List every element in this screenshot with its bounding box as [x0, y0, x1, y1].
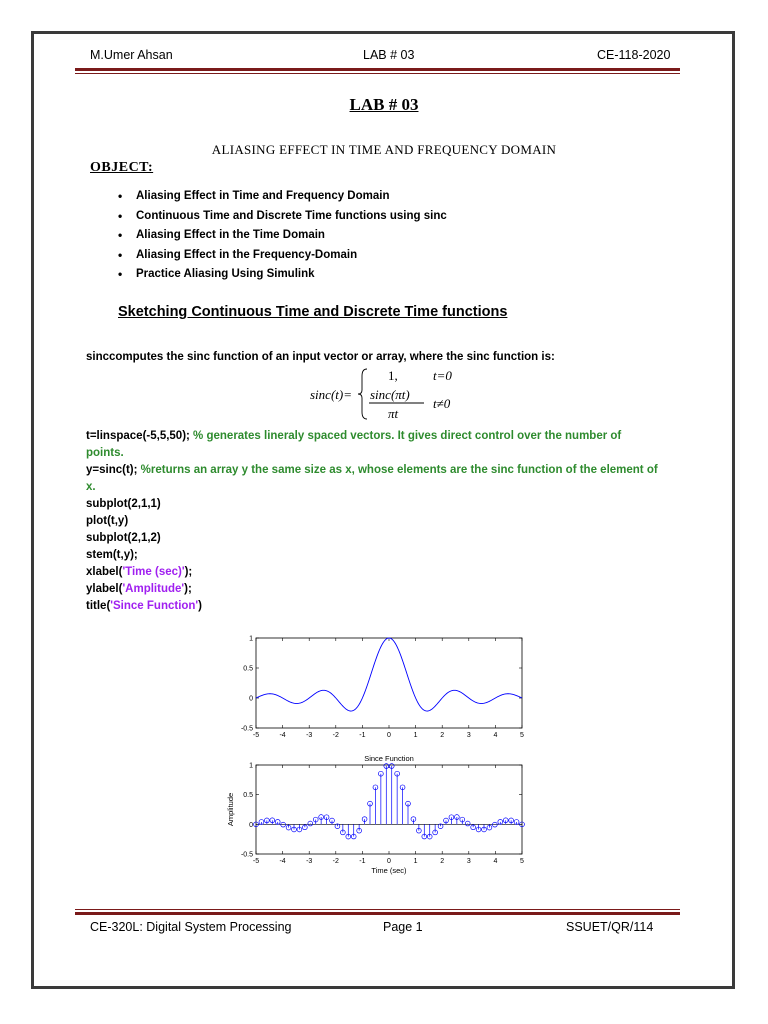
x-tick-label: 4 [493, 732, 498, 739]
code-line [86, 564, 686, 581]
code-string: 'Time (sec)' [122, 566, 185, 578]
code-comment: x. [86, 481, 96, 493]
header-rule-thin [75, 73, 680, 74]
list-item: • Practice Aliasing Using Simulink [118, 268, 447, 288]
x-tick-label: -5 [252, 858, 260, 865]
code-line [86, 462, 686, 479]
y-tick-label: 0.5 [243, 792, 253, 800]
object-heading: OBJECT: [90, 160, 154, 175]
formula-case2-num: sinc(πt) [370, 387, 410, 402]
x-tick-label: -2 [332, 858, 339, 865]
code-comment: % generates lineraly spaced vectors. It gives direct control over the number of [189, 430, 622, 442]
code-text: y=sinc(t); [86, 464, 138, 476]
x-tick-label: -3 [306, 732, 313, 739]
code-block [86, 428, 686, 615]
code-comment: %returns an array y the same size as x, whose elements are the sinc function of the element of [137, 464, 658, 476]
list-item: • Aliasing Effect in Time and Frequency Domain [118, 190, 447, 210]
code-text: title( [86, 600, 111, 612]
x-tick-label: -1 [359, 858, 366, 865]
list-item: • Aliasing Effect in the Time Domain [118, 229, 447, 249]
code-string: 'Since Function' [110, 600, 199, 612]
x-tick-label: 3 [466, 858, 471, 865]
code-text: ylabel( [86, 583, 123, 595]
footer-course: CE-320L: Digital System Processing [90, 920, 292, 934]
x-tick-label: -3 [306, 858, 313, 865]
x-tick-label: 2 [440, 858, 445, 865]
code-text: ) [198, 600, 203, 612]
code-line: subplot(2,1,2) [86, 532, 161, 544]
x-tick-label: 5 [520, 858, 524, 865]
header-author: M.Umer Ahsan [90, 48, 173, 62]
x-tick-label: -2 [332, 732, 339, 739]
footer-page: Page 1 [383, 920, 423, 934]
y-tick-label: 0.5 [243, 665, 253, 673]
plot-title: Since Function [364, 754, 414, 763]
code-text: xlabel( [86, 566, 123, 578]
x-tick-label: -4 [279, 732, 286, 739]
y-tick-label: 0 [249, 695, 253, 703]
x-tick-label: 0 [387, 732, 391, 739]
footer-doc-code: SSUET/QR/114 [566, 920, 654, 934]
y-axis-label: Amplitude [226, 792, 235, 827]
formula-case2-cond: t≠0 [433, 396, 451, 411]
x-tick-label: 2 [440, 732, 445, 739]
x-tick-label: -1 [359, 732, 366, 739]
code-comment: points. [86, 447, 124, 459]
code-text: t=linspace(-5,5,50); [86, 430, 190, 442]
sinc-figure [225, 630, 535, 880]
y-tick-label: 1 [249, 762, 253, 770]
footer-rule-thin [75, 909, 680, 910]
plot-axes-box [256, 638, 522, 728]
code-line [86, 598, 686, 615]
x-tick-label: 5 [520, 732, 524, 739]
y-tick-label: -0.5 [240, 851, 253, 859]
x-tick-label: 3 [466, 732, 471, 739]
x-tick-label: 0 [387, 858, 391, 865]
section-heading: Sketching Continuous Time and Discrete Time functions [118, 304, 508, 320]
footer-rule [75, 912, 680, 915]
objectives-list [118, 190, 447, 288]
x-axis-label: Time (sec) [371, 866, 407, 875]
code-line [86, 428, 686, 445]
formula-brace [358, 369, 367, 419]
x-tick-label: 1 [413, 858, 418, 865]
header-code: CE-118-2020 [597, 48, 671, 62]
intro-text: sinccomputes the sinc function of an input vector or array, where the sinc function is: [86, 351, 555, 363]
x-tick-label: -4 [279, 858, 286, 865]
formula-case2-den: πt [388, 406, 399, 421]
code-line: plot(t,y) [86, 515, 129, 527]
plot-axes-box [256, 765, 522, 854]
list-item: • Continuous Time and Discrete Time functions using sinc [118, 210, 447, 230]
list-item: • Aliasing Effect in the Frequency-Domain [118, 249, 447, 269]
formula-case1-value: 1, [388, 368, 398, 383]
page-title: LAB # 03 [349, 95, 419, 114]
y-tick-label: 0 [249, 821, 253, 829]
code-line [86, 581, 686, 598]
y-tick-label: 1 [249, 635, 253, 643]
code-line: subplot(2,1,1) [86, 498, 161, 510]
code-text: ); [184, 566, 193, 578]
header-rule [75, 68, 680, 71]
code-text: ); [184, 583, 192, 595]
x-tick-label: 1 [413, 732, 418, 739]
y-tick-label: -0.5 [240, 725, 253, 733]
header-lab: LAB # 03 [363, 48, 415, 62]
page-subtitle: ALIASING EFFECT IN TIME AND FREQUENCY DOMAIN [211, 142, 557, 157]
x-tick-label: -5 [252, 732, 260, 739]
code-line: stem(t,y); [86, 549, 138, 561]
formula-case1-cond: t=0 [433, 368, 452, 383]
code-string: 'Amplitude' [122, 583, 185, 595]
sinc-formula [300, 366, 500, 422]
formula-lhs: sinc(t)= [310, 387, 352, 402]
x-tick-label: 4 [493, 858, 498, 865]
